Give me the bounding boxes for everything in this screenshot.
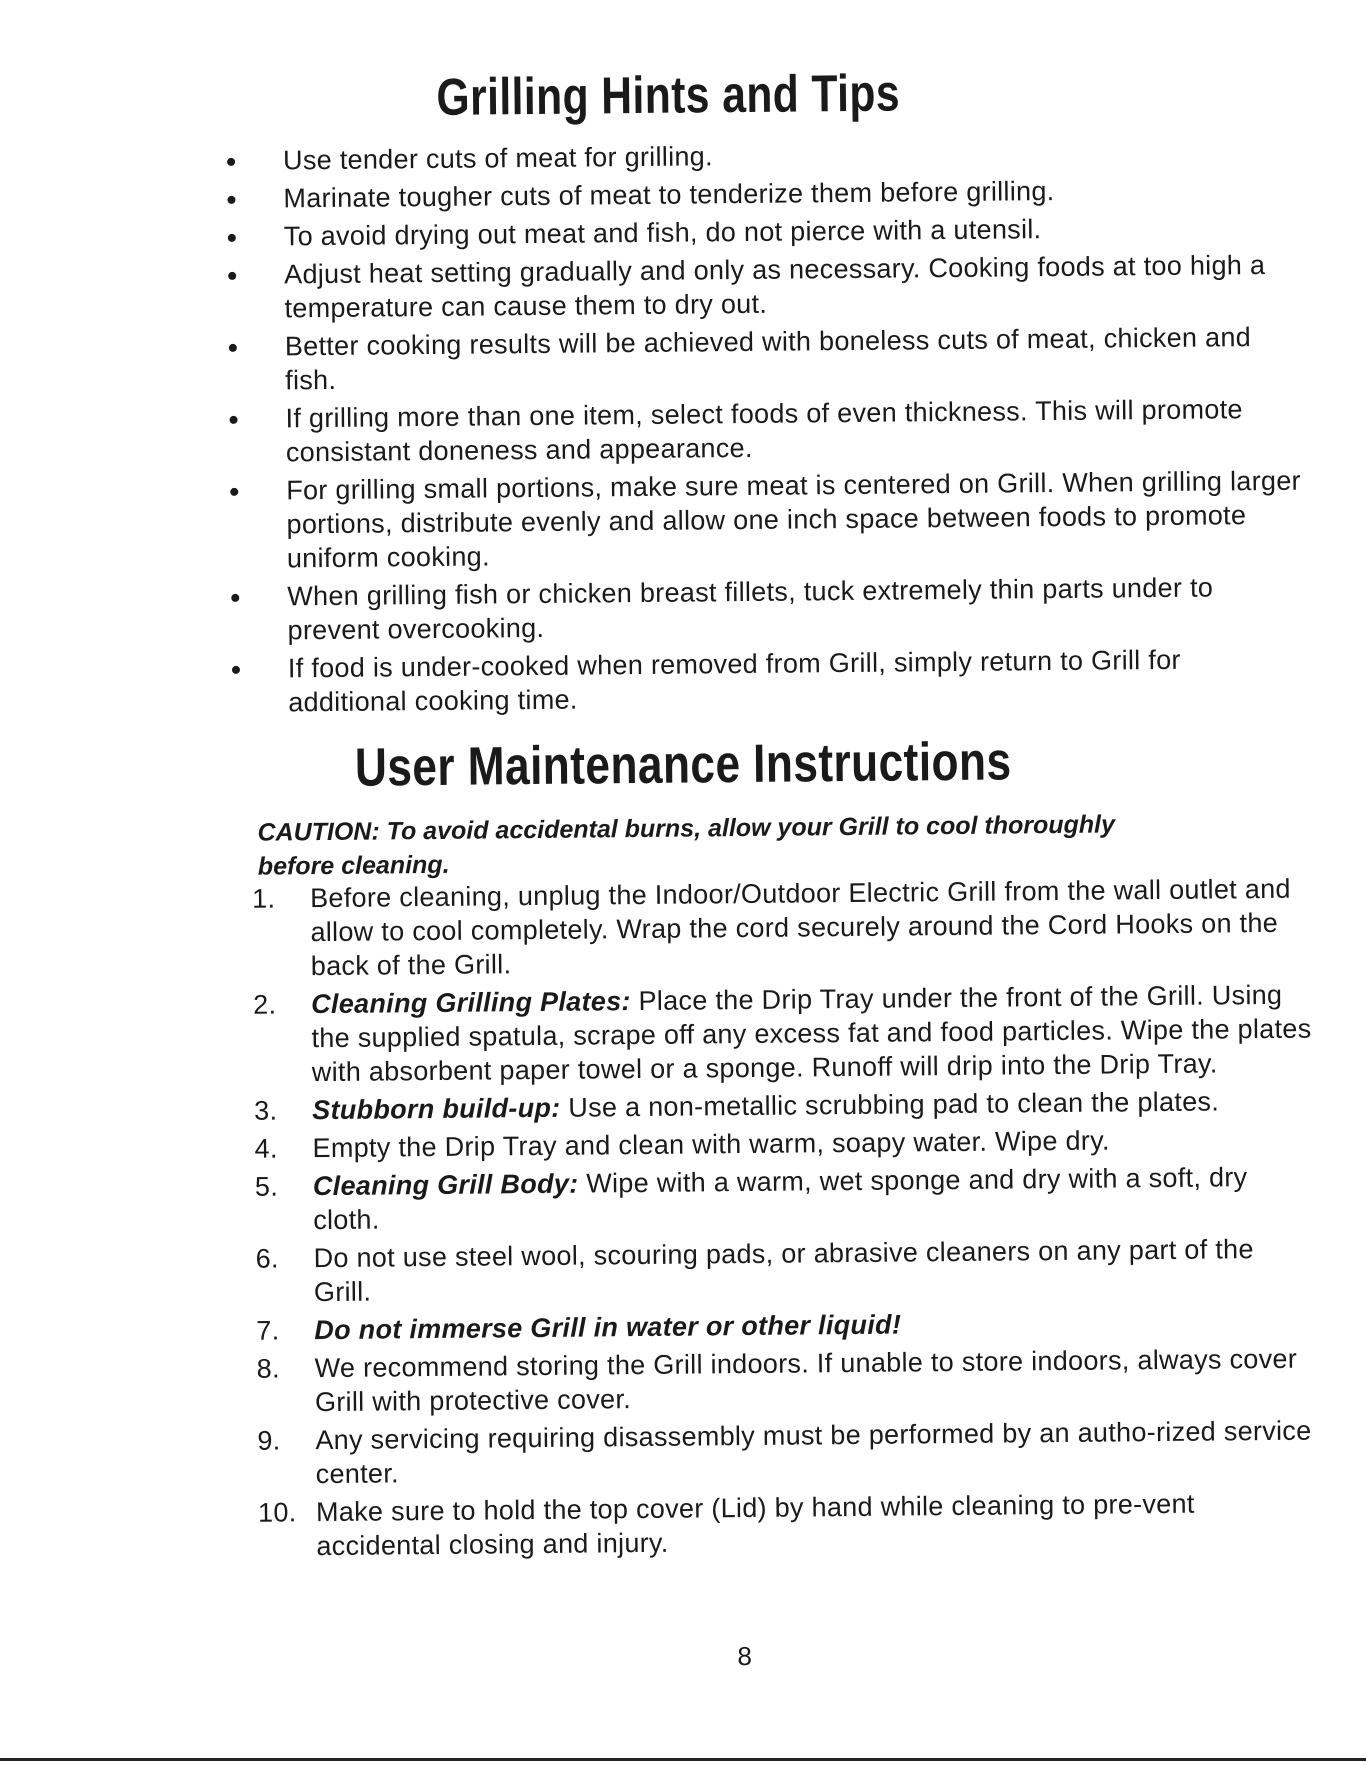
list-item	[255, 1232, 1316, 1310]
step-text: Before cleaning, unplug the Indoor/Outdoor Electric Grill from the wall outlet and allow to cool completely. Wrap the cord securely around the Cord Hooks on the back of the Grill.	[310, 874, 1291, 981]
tip-text: If food is under-cooked when removed from Grill, simply return to Grill for additional cooking time.	[288, 645, 1181, 718]
list-item	[223, 392, 1304, 470]
tip-text: Marinate tougher cuts of meat to tenderize them before grilling.	[283, 176, 1054, 213]
step-number: 7.	[256, 1313, 306, 1347]
grilling-tips-list	[221, 134, 1307, 724]
step-lead: Stubborn build-up:	[312, 1093, 561, 1125]
step-text: Any servicing requiring disassembly must be performed by an autho-rized service center.	[315, 1416, 1311, 1490]
list-item	[223, 320, 1304, 398]
list-item	[222, 248, 1303, 326]
step-text: Empty the Drip Tray and clean with warm, soapy water. Wipe dry.	[312, 1126, 1109, 1164]
step-text: Do not use steel wool, scouring pads, or abrasive cleaners on any part of the Grill.	[313, 1234, 1253, 1307]
bullet-icon	[232, 666, 240, 674]
list-item	[225, 570, 1306, 648]
step-text: Use a non-metallic scrubbing pad to clean the plates.	[560, 1086, 1219, 1122]
step-number: 9.	[257, 1423, 307, 1457]
bullet-icon	[230, 488, 238, 496]
list-item	[221, 172, 1301, 216]
list-item	[254, 1122, 1314, 1166]
step-text: Make sure to hold the top cover (Lid) by hand while cleaning to pre-vent accidental closing and injury.	[316, 1489, 1195, 1561]
maintenance-steps-list	[252, 872, 1319, 1568]
bullet-icon	[230, 416, 238, 424]
caution-note: CAUTION: To avoid accidental burns, allow your Grill to cool thoroughly before cleaning.	[257, 807, 1158, 884]
step-number: 4.	[254, 1131, 304, 1165]
tip-text: Use tender cuts of meat for grilling.	[283, 141, 713, 175]
step-number: 8.	[257, 1351, 307, 1385]
bullet-icon	[228, 234, 236, 242]
list-item	[226, 642, 1307, 720]
step-number: 3.	[254, 1093, 304, 1127]
list-item	[254, 1084, 1314, 1128]
step-number: 2.	[253, 987, 303, 1021]
step-lead: Do not immerse Grill in water or other liquid!	[314, 1310, 901, 1346]
list-item	[224, 464, 1305, 576]
tip-text: To avoid drying out meat and fish, do not pierce with a utensil.	[284, 214, 1042, 251]
list-item	[253, 978, 1314, 1090]
list-item	[257, 1414, 1318, 1492]
list-item	[258, 1486, 1319, 1564]
page-number: 8	[737, 1641, 752, 1672]
step-lead: Cleaning Grill Body:	[313, 1169, 579, 1202]
step-number: 1.	[252, 881, 302, 915]
maintenance-heading: User Maintenance Instructions	[355, 730, 1012, 798]
bullet-icon	[231, 594, 239, 602]
tip-text: Adjust heat setting gradually and only as necessary. Cooking foods at too high a temperature can cause them to dry out.	[284, 250, 1265, 323]
tip-text: Better cooking results will be achieved with boneless cuts of meat, chicken and fish.	[285, 322, 1251, 395]
step-number: 5.	[255, 1169, 305, 1203]
step-lead: Cleaning Grilling Plates:	[311, 986, 631, 1019]
list-item	[257, 1342, 1318, 1420]
list-item	[221, 134, 1301, 178]
tip-text: When grilling fish or chicken breast fillets, tuck extremely thin parts under to prevent overcooking.	[287, 572, 1213, 645]
tip-text: For grilling small portions, make sure meat is centered on Grill. When grilling larger portions, distribute evenly and allow one inch space between foods to promote uniform cooking.	[286, 466, 1301, 574]
grilling-tips-heading: Grilling Hints and Tips	[436, 63, 900, 127]
step-number: 10.	[258, 1495, 308, 1529]
list-item	[256, 1304, 1316, 1348]
step-number: 6.	[255, 1241, 305, 1275]
list-item	[222, 210, 1302, 254]
step-text: Wipe with a warm, wet sponge and dry with a soft, dry cloth.	[313, 1162, 1247, 1235]
bullet-icon	[227, 158, 235, 166]
bullet-icon	[228, 272, 236, 280]
list-item	[255, 1160, 1316, 1238]
step-text: Place the Drip Tray under the front of the Grill. Using the supplied spatula, scrape off any excess fat and food particles. Wipe the plates with absorbent paper towel or a sponge. Runoff will drip into the Drip Tray.	[311, 980, 1311, 1087]
tip-text: If grilling more than one item, select foods of even thickness. This will promote consistant doneness and appearance.	[285, 394, 1242, 467]
list-item	[252, 872, 1313, 984]
bullet-icon	[229, 344, 237, 352]
bullet-icon	[227, 196, 235, 204]
step-text: We recommend storing the Grill indoors. If unable to store indoors, always cover Grill with protective cover.	[315, 1344, 1298, 1417]
